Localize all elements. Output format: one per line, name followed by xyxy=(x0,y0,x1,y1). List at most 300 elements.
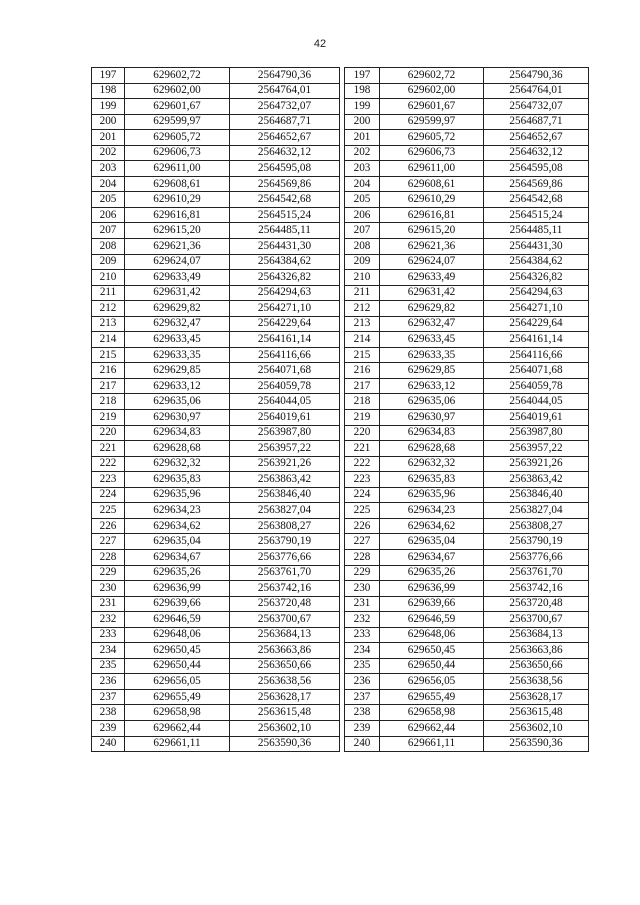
x-coordinate-cell: 629610,29 xyxy=(125,192,230,208)
x-coordinate-cell: 629631,42 xyxy=(380,285,484,301)
table-row xyxy=(345,674,589,690)
table-row xyxy=(345,347,589,363)
table-row xyxy=(92,658,340,674)
table-row xyxy=(92,720,340,736)
table-row xyxy=(92,161,340,177)
point-number-cell: 232 xyxy=(92,612,125,628)
y-coordinate-cell: 2564485,11 xyxy=(484,223,589,239)
point-number-cell: 207 xyxy=(345,223,380,239)
point-number-cell: 227 xyxy=(345,534,380,550)
table-row xyxy=(92,487,340,503)
point-number-cell: 200 xyxy=(345,114,380,130)
table-row xyxy=(345,223,589,239)
x-coordinate-cell: 629599,97 xyxy=(380,114,484,130)
table-row xyxy=(345,410,589,426)
x-coordinate-cell: 629639,66 xyxy=(380,596,484,612)
y-coordinate-cell: 2564515,24 xyxy=(230,207,340,223)
y-coordinate-cell: 2564044,05 xyxy=(484,394,589,410)
x-coordinate-cell: 629633,35 xyxy=(380,347,484,363)
table-row xyxy=(345,363,589,379)
table-row xyxy=(92,316,340,332)
x-coordinate-cell: 629639,66 xyxy=(125,596,230,612)
point-number-cell: 206 xyxy=(345,207,380,223)
x-coordinate-cell: 629635,96 xyxy=(380,487,484,503)
table-row xyxy=(345,192,589,208)
x-coordinate-cell: 629656,05 xyxy=(380,674,484,690)
x-coordinate-cell: 629601,67 xyxy=(125,99,230,115)
point-number-cell: 217 xyxy=(345,378,380,394)
table-row xyxy=(92,441,340,457)
y-coordinate-cell: 2563590,36 xyxy=(484,736,589,752)
point-number-cell: 210 xyxy=(92,270,125,286)
y-coordinate-cell: 2563650,66 xyxy=(484,658,589,674)
y-coordinate-cell: 2564569,86 xyxy=(230,176,340,192)
y-coordinate-cell: 2563790,19 xyxy=(484,534,589,550)
point-number-cell: 212 xyxy=(92,301,125,317)
x-coordinate-cell: 629650,45 xyxy=(125,643,230,659)
point-number-cell: 224 xyxy=(92,487,125,503)
x-coordinate-cell: 629631,42 xyxy=(125,285,230,301)
y-coordinate-cell: 2563628,17 xyxy=(230,689,340,705)
table-row xyxy=(345,705,589,721)
x-coordinate-cell: 629629,82 xyxy=(125,301,230,317)
x-coordinate-cell: 629601,67 xyxy=(380,99,484,115)
x-coordinate-cell: 629634,83 xyxy=(125,425,230,441)
x-coordinate-cell: 629608,61 xyxy=(380,176,484,192)
x-coordinate-cell: 629636,99 xyxy=(125,581,230,597)
x-coordinate-cell: 629624,07 xyxy=(125,254,230,270)
table-row xyxy=(92,114,340,130)
table-row xyxy=(345,487,589,503)
x-coordinate-cell: 629628,68 xyxy=(380,441,484,457)
x-coordinate-cell: 629635,26 xyxy=(125,565,230,581)
y-coordinate-cell: 2564044,05 xyxy=(230,394,340,410)
table-row xyxy=(345,239,589,255)
table-row xyxy=(92,254,340,270)
point-number-cell: 221 xyxy=(92,441,125,457)
table-row xyxy=(345,207,589,223)
x-coordinate-cell: 629632,32 xyxy=(380,456,484,472)
point-number-cell: 207 xyxy=(92,223,125,239)
y-coordinate-cell: 2563615,48 xyxy=(230,705,340,721)
point-number-cell: 220 xyxy=(92,425,125,441)
point-number-cell: 223 xyxy=(345,472,380,488)
table-row xyxy=(92,705,340,721)
y-coordinate-cell: 2563846,40 xyxy=(230,487,340,503)
point-number-cell: 230 xyxy=(92,581,125,597)
x-coordinate-cell: 629650,44 xyxy=(125,658,230,674)
point-number-cell: 202 xyxy=(92,145,125,161)
x-coordinate-cell: 629624,07 xyxy=(380,254,484,270)
x-coordinate-cell: 629635,83 xyxy=(380,472,484,488)
point-number-cell: 217 xyxy=(92,378,125,394)
table-row xyxy=(345,503,589,519)
table-row xyxy=(345,99,589,115)
point-number-cell: 214 xyxy=(92,332,125,348)
y-coordinate-cell: 2563590,36 xyxy=(230,736,340,752)
table-row xyxy=(345,565,589,581)
y-coordinate-cell: 2564632,12 xyxy=(484,145,589,161)
x-coordinate-cell: 629662,44 xyxy=(125,720,230,736)
x-coordinate-cell: 629629,85 xyxy=(125,363,230,379)
y-coordinate-cell: 2564595,08 xyxy=(484,161,589,177)
point-number-cell: 215 xyxy=(92,347,125,363)
table-row xyxy=(345,332,589,348)
y-coordinate-cell: 2564652,67 xyxy=(230,130,340,146)
table-row xyxy=(345,643,589,659)
y-coordinate-cell: 2564071,68 xyxy=(230,363,340,379)
point-number-cell: 233 xyxy=(92,627,125,643)
point-number-cell: 236 xyxy=(345,674,380,690)
point-number-cell: 200 xyxy=(92,114,125,130)
table-row xyxy=(92,410,340,426)
y-coordinate-cell: 2564632,12 xyxy=(230,145,340,161)
point-number-cell: 211 xyxy=(92,285,125,301)
point-number-cell: 204 xyxy=(345,176,380,192)
point-number-cell: 208 xyxy=(345,239,380,255)
point-number-cell: 199 xyxy=(345,99,380,115)
x-coordinate-cell: 629634,62 xyxy=(125,518,230,534)
table-row xyxy=(345,285,589,301)
y-coordinate-cell: 2564071,68 xyxy=(484,363,589,379)
x-coordinate-cell: 629634,83 xyxy=(380,425,484,441)
x-coordinate-cell: 629602,72 xyxy=(380,68,484,84)
table-row xyxy=(345,425,589,441)
point-number-cell: 198 xyxy=(345,83,380,99)
y-coordinate-cell: 2563720,48 xyxy=(230,596,340,612)
x-coordinate-cell: 629634,23 xyxy=(125,503,230,519)
x-coordinate-cell: 629611,00 xyxy=(380,161,484,177)
y-coordinate-cell: 2564542,68 xyxy=(230,192,340,208)
table-row xyxy=(92,130,340,146)
point-number-cell: 221 xyxy=(345,441,380,457)
point-number-cell: 225 xyxy=(345,503,380,519)
y-coordinate-cell: 2564059,78 xyxy=(484,378,589,394)
x-coordinate-cell: 629629,82 xyxy=(380,301,484,317)
x-coordinate-cell: 629633,45 xyxy=(380,332,484,348)
x-coordinate-cell: 629635,26 xyxy=(380,565,484,581)
y-coordinate-cell: 2563957,22 xyxy=(230,441,340,457)
x-coordinate-cell: 629634,62 xyxy=(380,518,484,534)
point-number-cell: 237 xyxy=(345,689,380,705)
x-coordinate-cell: 629599,97 xyxy=(125,114,230,130)
y-coordinate-cell: 2563663,86 xyxy=(484,643,589,659)
y-coordinate-cell: 2564687,71 xyxy=(484,114,589,130)
table-row xyxy=(345,581,589,597)
point-number-cell: 210 xyxy=(345,270,380,286)
table-row xyxy=(92,270,340,286)
y-coordinate-cell: 2564515,24 xyxy=(484,207,589,223)
point-number-cell: 197 xyxy=(345,68,380,84)
table-row xyxy=(345,627,589,643)
point-number-cell: 231 xyxy=(92,596,125,612)
y-coordinate-cell: 2563827,04 xyxy=(230,503,340,519)
x-coordinate-cell: 629646,59 xyxy=(125,612,230,628)
x-coordinate-cell: 629633,35 xyxy=(125,347,230,363)
table-row xyxy=(345,270,589,286)
y-coordinate-cell: 2563742,16 xyxy=(484,581,589,597)
table-row xyxy=(345,658,589,674)
y-coordinate-cell: 2563761,70 xyxy=(230,565,340,581)
table-row xyxy=(92,456,340,472)
point-number-cell: 234 xyxy=(92,643,125,659)
point-number-cell: 222 xyxy=(345,456,380,472)
point-number-cell: 209 xyxy=(345,254,380,270)
x-coordinate-cell: 629655,49 xyxy=(125,689,230,705)
point-number-cell: 216 xyxy=(92,363,125,379)
y-coordinate-cell: 2564294,63 xyxy=(230,285,340,301)
point-number-cell: 238 xyxy=(92,705,125,721)
y-coordinate-cell: 2564019,61 xyxy=(230,410,340,426)
table-row xyxy=(92,674,340,690)
x-coordinate-cell: 629635,04 xyxy=(380,534,484,550)
point-number-cell: 240 xyxy=(92,736,125,752)
y-coordinate-cell: 2563776,66 xyxy=(230,549,340,565)
x-coordinate-cell: 629634,67 xyxy=(125,549,230,565)
point-number-cell: 232 xyxy=(345,612,380,628)
y-coordinate-cell: 2563761,70 xyxy=(484,565,589,581)
point-number-cell: 218 xyxy=(92,394,125,410)
y-coordinate-cell: 2564326,82 xyxy=(484,270,589,286)
table-row xyxy=(345,518,589,534)
x-coordinate-cell: 629656,05 xyxy=(125,674,230,690)
table-row xyxy=(345,394,589,410)
point-number-cell: 223 xyxy=(92,472,125,488)
point-number-cell: 198 xyxy=(92,83,125,99)
y-coordinate-cell: 2564326,82 xyxy=(230,270,340,286)
x-coordinate-cell: 629602,00 xyxy=(125,83,230,99)
point-number-cell: 222 xyxy=(92,456,125,472)
table-row xyxy=(92,565,340,581)
x-coordinate-cell: 629633,49 xyxy=(125,270,230,286)
table-row xyxy=(92,736,340,752)
x-coordinate-cell: 629662,44 xyxy=(380,720,484,736)
y-coordinate-cell: 2564019,61 xyxy=(484,410,589,426)
x-coordinate-cell: 629635,83 xyxy=(125,472,230,488)
x-coordinate-cell: 629661,11 xyxy=(125,736,230,752)
x-coordinate-cell: 629606,73 xyxy=(125,145,230,161)
x-coordinate-cell: 629611,00 xyxy=(125,161,230,177)
table-row xyxy=(345,378,589,394)
table-row xyxy=(345,145,589,161)
table-row xyxy=(345,114,589,130)
x-coordinate-cell: 629621,36 xyxy=(125,239,230,255)
table-row xyxy=(92,192,340,208)
point-number-cell: 220 xyxy=(345,425,380,441)
point-number-cell: 218 xyxy=(345,394,380,410)
x-coordinate-cell: 629602,00 xyxy=(380,83,484,99)
table-row xyxy=(92,301,340,317)
table-row xyxy=(92,394,340,410)
x-coordinate-cell: 629615,20 xyxy=(125,223,230,239)
table-row xyxy=(345,736,589,752)
x-coordinate-cell: 629615,20 xyxy=(380,223,484,239)
y-coordinate-cell: 2563615,48 xyxy=(484,705,589,721)
x-coordinate-cell: 629633,45 xyxy=(125,332,230,348)
table-row xyxy=(345,441,589,457)
x-coordinate-cell: 629629,85 xyxy=(380,363,484,379)
table-row xyxy=(345,689,589,705)
y-coordinate-cell: 2563987,80 xyxy=(484,425,589,441)
y-coordinate-cell: 2564652,67 xyxy=(484,130,589,146)
table-row xyxy=(345,549,589,565)
y-coordinate-cell: 2564161,14 xyxy=(230,332,340,348)
point-number-cell: 229 xyxy=(92,565,125,581)
point-number-cell: 214 xyxy=(345,332,380,348)
x-coordinate-cell: 629633,12 xyxy=(380,378,484,394)
y-coordinate-cell: 2564732,07 xyxy=(230,99,340,115)
point-number-cell: 208 xyxy=(92,239,125,255)
coordinates-table-left xyxy=(91,67,340,752)
table-row xyxy=(92,99,340,115)
table-row xyxy=(92,378,340,394)
point-number-cell: 199 xyxy=(92,99,125,115)
y-coordinate-cell: 2564271,10 xyxy=(230,301,340,317)
table-row xyxy=(92,223,340,239)
y-coordinate-cell: 2563921,26 xyxy=(230,456,340,472)
y-coordinate-cell: 2564790,36 xyxy=(484,68,589,84)
point-number-cell: 203 xyxy=(92,161,125,177)
y-coordinate-cell: 2563602,10 xyxy=(484,720,589,736)
point-number-cell: 235 xyxy=(92,658,125,674)
table-row xyxy=(345,472,589,488)
table-row xyxy=(345,176,589,192)
y-coordinate-cell: 2564229,64 xyxy=(230,316,340,332)
x-coordinate-cell: 629648,06 xyxy=(125,627,230,643)
point-number-cell: 201 xyxy=(345,130,380,146)
table-row xyxy=(345,83,589,99)
x-coordinate-cell: 629655,49 xyxy=(380,689,484,705)
table-row xyxy=(92,472,340,488)
table-row xyxy=(345,720,589,736)
y-coordinate-cell: 2564059,78 xyxy=(230,378,340,394)
x-coordinate-cell: 629608,61 xyxy=(125,176,230,192)
y-coordinate-cell: 2563863,42 xyxy=(484,472,589,488)
y-coordinate-cell: 2564431,30 xyxy=(484,239,589,255)
y-coordinate-cell: 2563921,26 xyxy=(484,456,589,472)
y-coordinate-cell: 2564271,10 xyxy=(484,301,589,317)
point-number-cell: 239 xyxy=(92,720,125,736)
x-coordinate-cell: 629634,23 xyxy=(380,503,484,519)
table-row xyxy=(92,518,340,534)
x-coordinate-cell: 629646,59 xyxy=(380,612,484,628)
y-coordinate-cell: 2563808,27 xyxy=(484,518,589,534)
x-coordinate-cell: 629658,98 xyxy=(380,705,484,721)
table-row xyxy=(92,332,340,348)
x-coordinate-cell: 629616,81 xyxy=(125,207,230,223)
y-coordinate-cell: 2563846,40 xyxy=(484,487,589,503)
x-coordinate-cell: 629616,81 xyxy=(380,207,484,223)
point-number-cell: 219 xyxy=(92,410,125,426)
y-coordinate-cell: 2564542,68 xyxy=(484,192,589,208)
y-coordinate-cell: 2564595,08 xyxy=(230,161,340,177)
y-coordinate-cell: 2564485,11 xyxy=(230,223,340,239)
coordinates-table-right xyxy=(344,67,589,752)
point-number-cell: 205 xyxy=(345,192,380,208)
y-coordinate-cell: 2564732,07 xyxy=(484,99,589,115)
point-number-cell: 228 xyxy=(92,549,125,565)
table-row xyxy=(345,301,589,317)
table-row xyxy=(92,627,340,643)
x-coordinate-cell: 629621,36 xyxy=(380,239,484,255)
x-coordinate-cell: 629635,06 xyxy=(380,394,484,410)
table-row xyxy=(92,145,340,161)
x-coordinate-cell: 629606,73 xyxy=(380,145,484,161)
table-row xyxy=(92,83,340,99)
y-coordinate-cell: 2564431,30 xyxy=(230,239,340,255)
table-row xyxy=(345,534,589,550)
point-number-cell: 228 xyxy=(345,549,380,565)
point-number-cell: 227 xyxy=(92,534,125,550)
y-coordinate-cell: 2564764,01 xyxy=(230,83,340,99)
x-coordinate-cell: 629634,67 xyxy=(380,549,484,565)
point-number-cell: 201 xyxy=(92,130,125,146)
x-coordinate-cell: 629633,49 xyxy=(380,270,484,286)
point-number-cell: 237 xyxy=(92,689,125,705)
point-number-cell: 224 xyxy=(345,487,380,503)
x-coordinate-cell: 629661,11 xyxy=(380,736,484,752)
point-number-cell: 219 xyxy=(345,410,380,426)
point-number-cell: 213 xyxy=(345,316,380,332)
table-row xyxy=(345,68,589,84)
point-number-cell: 212 xyxy=(345,301,380,317)
table-row xyxy=(92,363,340,379)
x-coordinate-cell: 629630,97 xyxy=(125,410,230,426)
page-number: 42 xyxy=(313,38,327,50)
y-coordinate-cell: 2564384,62 xyxy=(230,254,340,270)
x-coordinate-cell: 629648,06 xyxy=(380,627,484,643)
table-row xyxy=(92,176,340,192)
table-row xyxy=(92,581,340,597)
x-coordinate-cell: 629602,72 xyxy=(125,68,230,84)
point-number-cell: 211 xyxy=(345,285,380,301)
table-row xyxy=(92,425,340,441)
y-coordinate-cell: 2563663,86 xyxy=(230,643,340,659)
x-coordinate-cell: 629635,06 xyxy=(125,394,230,410)
table-row xyxy=(92,534,340,550)
table-row xyxy=(92,689,340,705)
point-number-cell: 209 xyxy=(92,254,125,270)
table-row xyxy=(345,130,589,146)
x-coordinate-cell: 629650,45 xyxy=(380,643,484,659)
point-number-cell: 202 xyxy=(345,145,380,161)
y-coordinate-cell: 2563776,66 xyxy=(484,549,589,565)
table-row xyxy=(92,285,340,301)
table-row xyxy=(92,347,340,363)
y-coordinate-cell: 2563720,48 xyxy=(484,596,589,612)
point-number-cell: 235 xyxy=(345,658,380,674)
y-coordinate-cell: 2563742,16 xyxy=(230,581,340,597)
table-row xyxy=(92,549,340,565)
table-row xyxy=(345,596,589,612)
table-row xyxy=(92,68,340,84)
table-row xyxy=(92,207,340,223)
point-number-cell: 197 xyxy=(92,68,125,84)
x-coordinate-cell: 629605,72 xyxy=(125,130,230,146)
y-coordinate-cell: 2563684,13 xyxy=(484,627,589,643)
y-coordinate-cell: 2564161,14 xyxy=(484,332,589,348)
y-coordinate-cell: 2563650,66 xyxy=(230,658,340,674)
y-coordinate-cell: 2563827,04 xyxy=(484,503,589,519)
y-coordinate-cell: 2564116,66 xyxy=(484,347,589,363)
x-coordinate-cell: 629630,97 xyxy=(380,410,484,426)
point-number-cell: 205 xyxy=(92,192,125,208)
point-number-cell: 206 xyxy=(92,207,125,223)
x-coordinate-cell: 629632,32 xyxy=(125,456,230,472)
point-number-cell: 240 xyxy=(345,736,380,752)
point-number-cell: 215 xyxy=(345,347,380,363)
y-coordinate-cell: 2564384,62 xyxy=(484,254,589,270)
